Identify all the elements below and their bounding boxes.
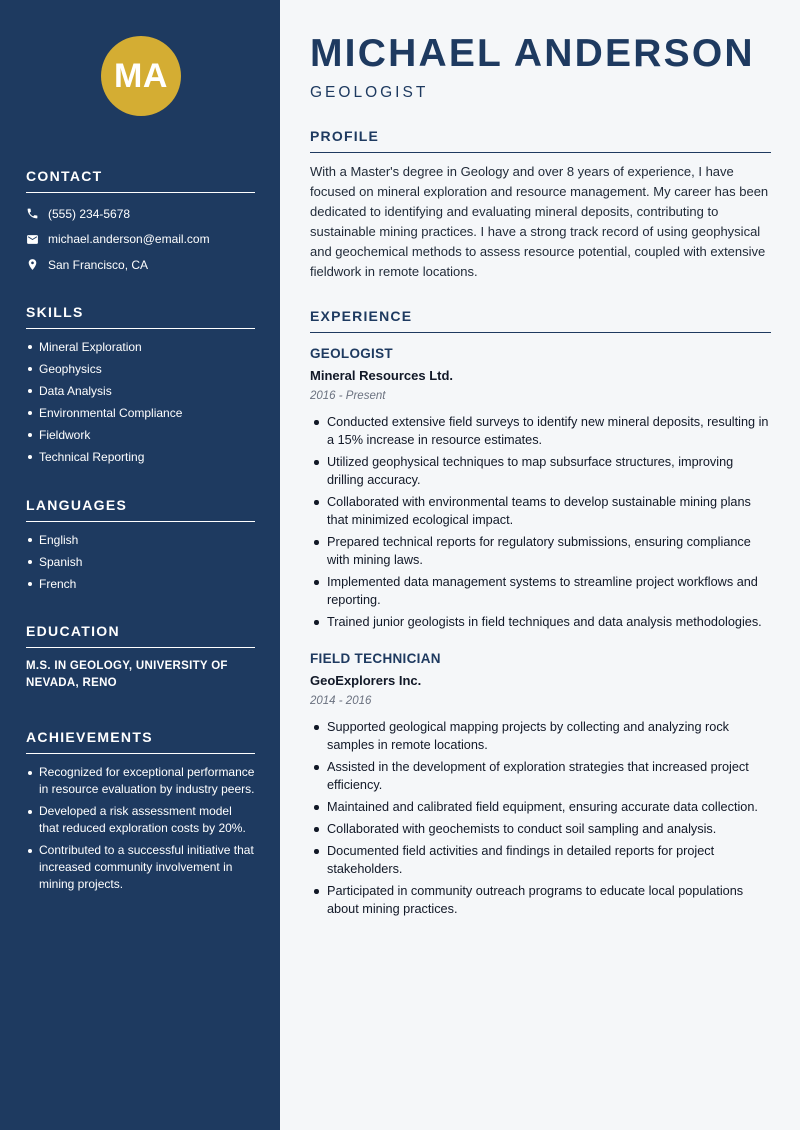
contact-section xyxy=(26,168,255,278)
job-dates: 2014 - 2016 xyxy=(310,695,372,707)
job-dates: 2016 - Present xyxy=(310,390,386,402)
achievement-item: Recognized for exceptional performance in resource evaluation by industry peers. xyxy=(26,764,255,798)
education-degree: M.S. IN GEOLOGY, UNIVERSITY OF NEVADA, RENO xyxy=(26,660,228,689)
skill-item: Fieldwork xyxy=(26,427,255,443)
candidate-title: GEOLOGIST xyxy=(310,84,429,101)
job-company: Mineral Resources Ltd. xyxy=(310,368,454,383)
job-bullet: Collaborated with geochemists to conduct soil sampling and analysis. xyxy=(310,820,771,838)
profile-text: With a Master's degree in Geology and over 8 years of experience, I have focused on mineral exploration and resource management. My career has been dedicated to identifying and evaluating mineral deposits, contributing to sustainable mining practices. I have a strong track record of using geophysical and geochemical methods to assess resource potential, coupled with extensive fieldwork in remote locations. xyxy=(310,164,769,279)
profile-heading: PROFILE xyxy=(310,128,771,153)
job-bullet: Prepared technical reports for regulatory submissions, ensuring compliance with mining laws. xyxy=(310,533,771,569)
job-entry xyxy=(310,345,771,635)
skill-item: Geophysics xyxy=(26,361,255,377)
skills-heading: SKILLS xyxy=(26,304,255,329)
job-title: GEOLOGIST xyxy=(310,346,393,361)
job-bullet: Trained junior geologists in field techniques and data analysis methodologies. xyxy=(310,613,771,631)
languages-list xyxy=(26,532,255,592)
education-section xyxy=(26,623,255,692)
sidebar xyxy=(0,0,280,1130)
job-title: FIELD TECHNICIAN xyxy=(310,651,441,666)
experience-heading: EXPERIENCE xyxy=(310,308,771,333)
contact-phone[interactable] xyxy=(26,201,255,227)
skill-item: Technical Reporting xyxy=(26,449,255,465)
language-item: Spanish xyxy=(26,554,255,570)
mail-icon xyxy=(26,233,48,246)
job-bullets xyxy=(310,718,771,918)
achievements-heading: ACHIEVEMENTS xyxy=(26,729,255,754)
skill-item: Environmental Compliance xyxy=(26,405,255,421)
job-bullet: Implemented data management systems to streamline project workflows and reporting. xyxy=(310,573,771,609)
location-pin-icon xyxy=(26,258,48,271)
avatar: MA xyxy=(101,36,181,116)
contact-heading: CONTACT xyxy=(26,168,255,193)
contact-location xyxy=(26,252,255,278)
achievements-list xyxy=(26,764,255,893)
job-bullet: Participated in community outreach programs to educate local populations about mining practices. xyxy=(310,882,771,918)
education-heading: EDUCATION xyxy=(26,623,255,648)
job-bullet: Utilized geophysical techniques to map subsurface structures, improving drilling accuracy. xyxy=(310,453,771,489)
skill-item: Data Analysis xyxy=(26,383,255,399)
skills-section xyxy=(26,304,255,471)
skills-list xyxy=(26,339,255,465)
job-entry xyxy=(310,650,771,922)
languages-heading: LANGUAGES xyxy=(26,497,255,522)
language-item: French xyxy=(26,576,255,592)
profile-section xyxy=(310,128,771,282)
job-bullets xyxy=(310,413,771,631)
experience-section xyxy=(310,308,771,333)
achievement-item: Developed a risk assessment model that reduced exploration costs by 20%. xyxy=(26,803,255,837)
contact-phone-text: (555) 234-5678 xyxy=(48,206,131,221)
job-bullet: Maintained and calibrated field equipment, ensuring accurate data collection. xyxy=(310,798,771,816)
job-bullet: Supported geological mapping projects by collecting and analyzing rock samples in remote locations. xyxy=(310,718,771,754)
languages-section xyxy=(26,497,255,598)
job-bullet: Assisted in the development of exploration strategies that increased project efficiency. xyxy=(310,758,771,794)
contact-email-text: michael.anderson@email.com xyxy=(48,232,210,247)
job-bullet: Collaborated with environmental teams to develop sustainable mining plans that minimized ecological impact. xyxy=(310,493,771,529)
job-company: GeoExplorers Inc. xyxy=(310,673,422,688)
job-bullet: Documented field activities and findings in detailed reports for project stakeholders. xyxy=(310,842,771,878)
skill-item: Mineral Exploration xyxy=(26,339,255,355)
contact-email[interactable] xyxy=(26,227,255,253)
contact-location-text: San Francisco, CA xyxy=(48,257,149,272)
achievements-section xyxy=(26,729,255,898)
phone-icon xyxy=(26,207,48,220)
language-item: English xyxy=(26,532,255,548)
achievement-item: Contributed to a successful initiative that increased community involvement in mining projects. xyxy=(26,842,255,893)
candidate-name: MICHAEL ANDERSON xyxy=(310,32,755,75)
job-bullet: Conducted extensive field surveys to identify new mineral deposits, resulting in a 15% increase in resource estimates. xyxy=(310,413,771,449)
